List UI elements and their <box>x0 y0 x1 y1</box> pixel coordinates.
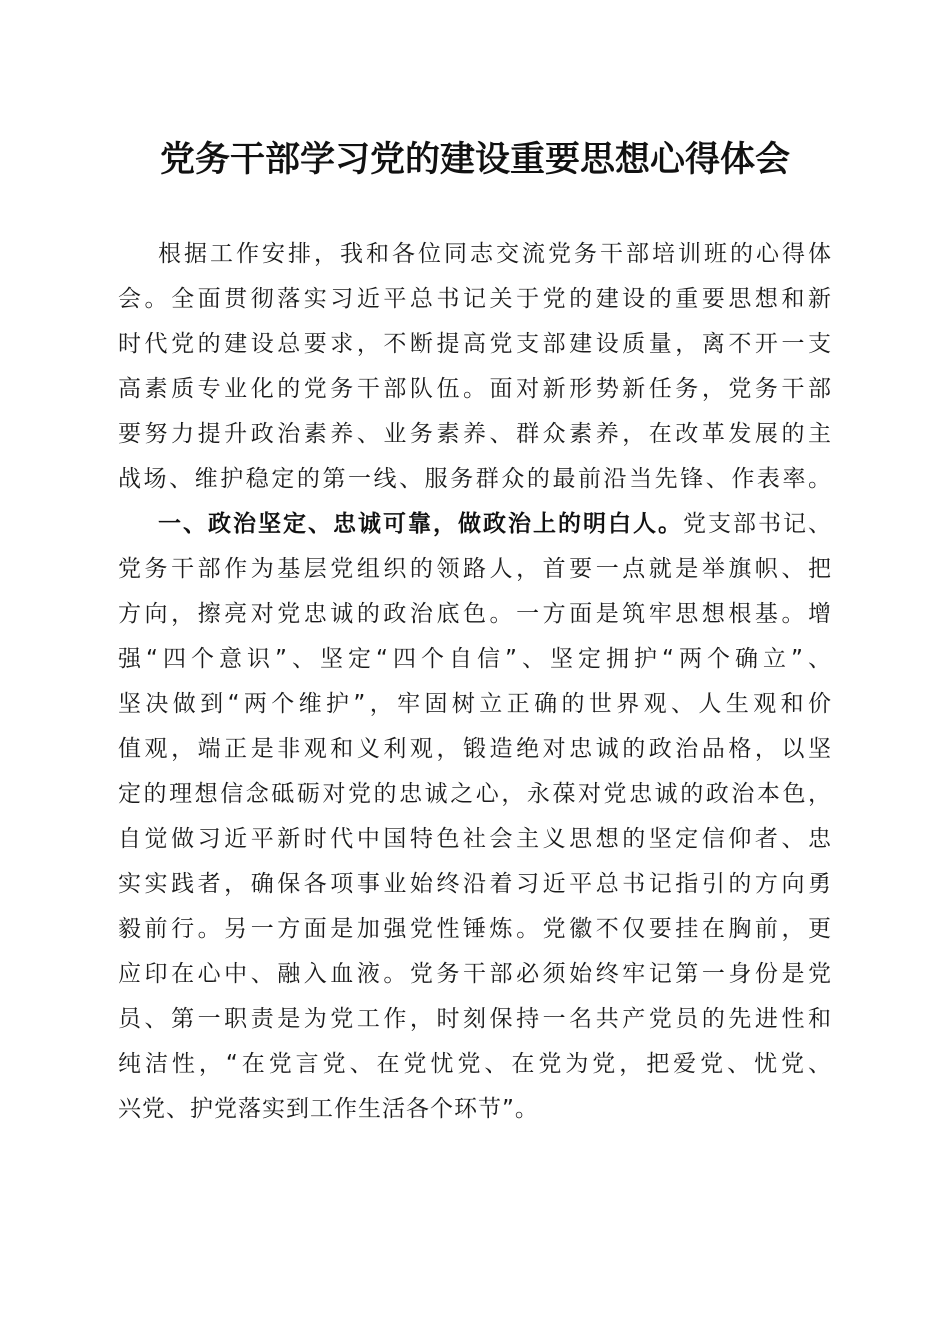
document-body <box>118 232 832 1132</box>
section-first-line-rest: 党支部书记、 <box>683 511 832 537</box>
text-line: 坚决做到“两个维护”，牢固树立正确的世界观、人生观和价 <box>118 691 832 717</box>
text-line: 根据工作安排，我和各位同志交流党务干部培训班的心得体 <box>158 241 832 267</box>
section-first-line <box>118 502 832 547</box>
document-title: 党务干部学习党的建设重要思想心得体会 <box>159 139 790 180</box>
text-line: 战场、维护稳定的第一线、服务群众的最前沿当先锋、作表率。 <box>118 466 832 492</box>
text-line: 强“四个意识”、坚定“四个自信”、坚定拥护“两个确立”、 <box>118 646 832 672</box>
text-line: 高素质专业化的党务干部队伍。面对新形势新任务，党务干部 <box>118 376 832 402</box>
text-line: 方向，擦亮对党忠诚的政治底色。一方面是筑牢思想根基。增 <box>118 601 832 627</box>
text-line: 党务干部作为基层党组织的领路人，首要一点就是举旗帜、把 <box>118 556 832 582</box>
text-line: 时代党的建设总要求，不断提高党支部建设质量，离不开一支 <box>118 331 832 357</box>
text-line: 会。全面贯彻落实习近平总书记关于党的建设的重要思想和新 <box>118 286 832 312</box>
section-heading: 一、政治坚定、忠诚可靠，做政治上的明白人。 <box>158 511 683 537</box>
text-line: 毅前行。另一方面是加强党性锤炼。党徽不仅要挂在胸前，更 <box>118 916 832 942</box>
text-line: 值观，端正是非观和义利观，锻造绝对忠诚的政治品格，以坚 <box>118 736 832 762</box>
text-line: 兴党、护党落实到工作生活各个环节”。 <box>118 1096 539 1122</box>
text-line: 定的理想信念砥砺对党的忠诚之心，永葆对党忠诚的政治本色， <box>118 781 832 807</box>
paragraph-intro <box>118 232 832 502</box>
text-line: 应印在心中、融入血液。党务干部必须始终牢记第一身份是党 <box>118 961 832 987</box>
text-line: 要努力提升政治素养、业务素养、群众素养，在改革发展的主 <box>118 421 832 447</box>
text-line: 实实践者，确保各项事业始终沿着习近平总书记指引的方向勇 <box>118 871 832 897</box>
paragraph-section-1 <box>118 502 832 1132</box>
text-line: 自觉做习近平新时代中国特色社会主义思想的坚定信仰者、忠 <box>118 826 832 852</box>
text-line: 纯洁性，“在党言党、在党忧党、在党为党，把爱党、忧党、 <box>118 1051 832 1077</box>
text-line: 员、第一职责是为党工作，时刻保持一名共产党员的先进性和 <box>118 1006 832 1032</box>
